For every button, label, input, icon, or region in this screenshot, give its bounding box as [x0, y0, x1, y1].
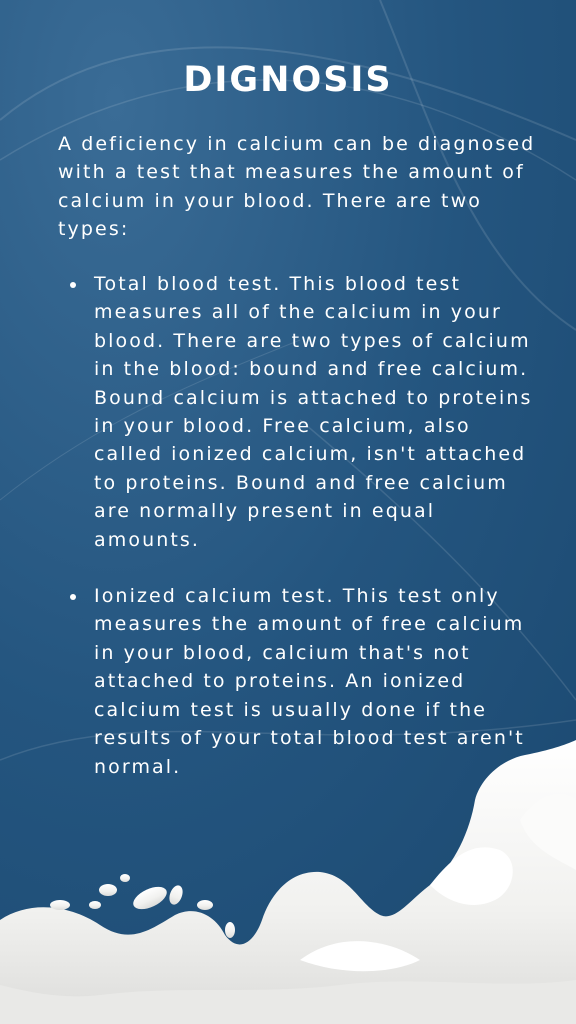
bullet-dot-icon: [70, 282, 76, 288]
intro-paragraph: A deficiency in calcium can be diagnosed with a test that measures the amount of calcium in your blood. There are two types:: [58, 133, 536, 241]
bullet-list: [58, 270, 538, 809]
bullet-text: Total blood test. This blood test measures all of the calcium in your blood. There are two types of calcium in the blood: bound and free calcium. Bound calcium is attached to proteins in your blood. Free calcium, also called ionized calcium, isn't attached to proteins. Bound and free calcium are normally present in equal amounts.: [94, 273, 533, 551]
bullet-item-total-blood-test: [58, 270, 538, 554]
bullet-text: Ionized calcium test. This test only measures the amount of free calcium in your blood, calcium that's not attached to proteins. An ionized calcium test is usually done if the results of your total blood test aren't normal.: [94, 585, 525, 778]
page-title: DIGNOSIS: [183, 60, 393, 100]
bullet-item-ionized-calcium-test: [58, 582, 538, 781]
bullet-dot-icon: [70, 594, 76, 600]
